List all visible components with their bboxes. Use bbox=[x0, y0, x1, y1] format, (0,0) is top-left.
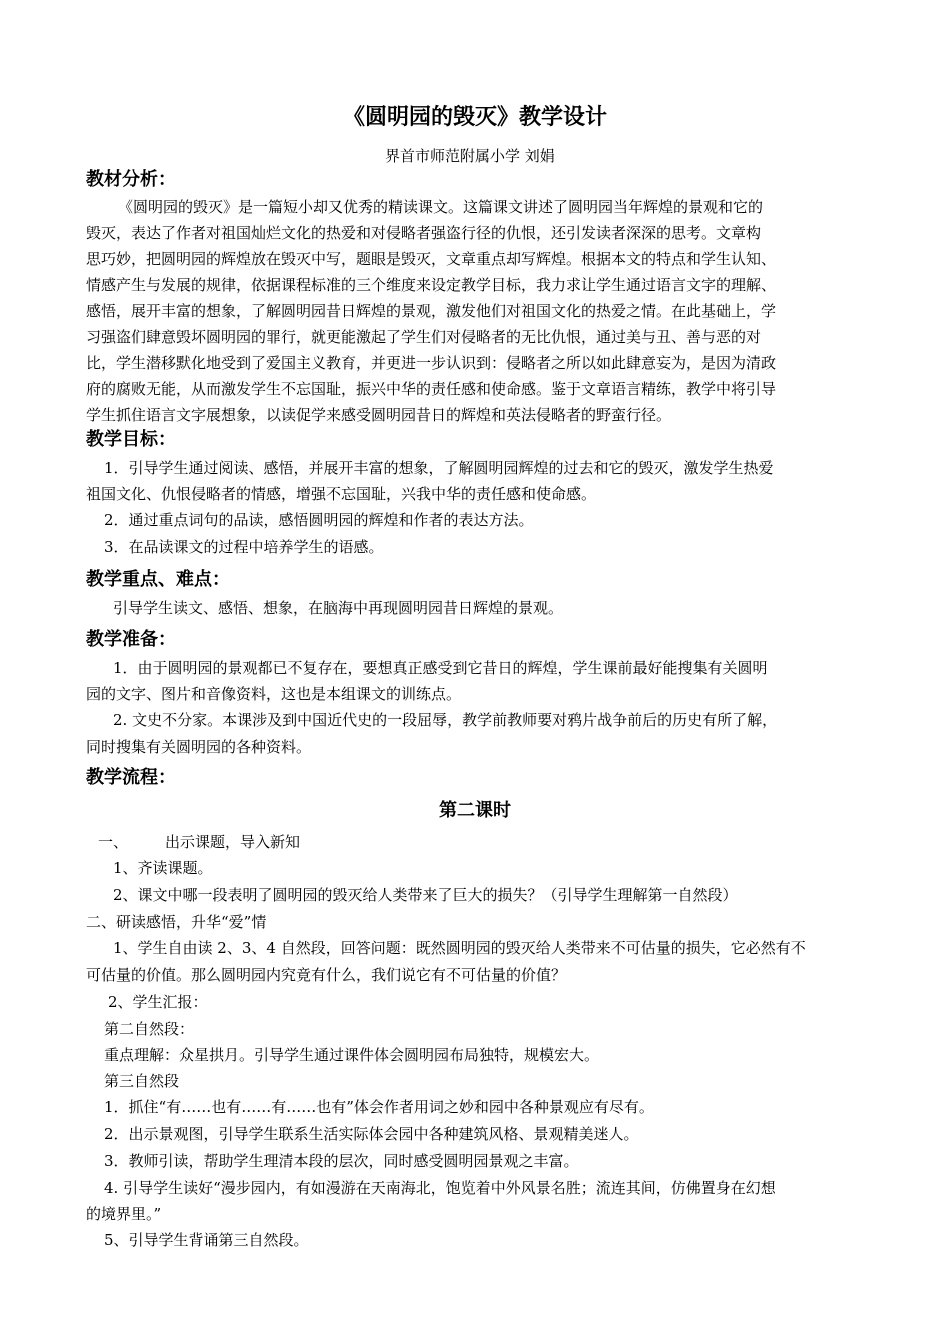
analysis-line: 《圆明园的毁灭》是一篇短小却又优秀的精读课文。这篇课文讲述了圆明园当年辉煌的景观和它的 bbox=[118, 198, 764, 216]
analysis-line: 学生抓住语言文字展想象，以读促学来感受圆明园昔日的辉煌和英法侵略者的野蛮行径。 bbox=[86, 406, 672, 424]
analysis-line: 情感产生与发展的规律，依据课程标准的三个维度来设定教学目标，我力求让学生通过语言文字的理解、 bbox=[86, 276, 777, 294]
step-title: 出示课题，导入新知 bbox=[165, 833, 301, 851]
process-line: 2、学生汇报： bbox=[108, 993, 208, 1011]
goal-line: 3．在品读课文的过程中培养学生的语感。 bbox=[104, 538, 384, 556]
process-line: 重点理解：众星拱月。引导学生通过课件体会圆明园布局独特，规模宏大。 bbox=[104, 1046, 600, 1064]
step-number: 一、 bbox=[98, 833, 129, 851]
process-line: 可估量的价值。那么圆明园内究竟有什么，我们说它有不可估量的价值？ bbox=[86, 966, 567, 984]
heading-analysis: 教材分析： bbox=[86, 169, 176, 190]
analysis-line: 习强盗们肆意毁坏圆明园的罪行，就更能激起了学生们对侵略者的无比仇恨，通过美与丑、善与恶的对 bbox=[86, 328, 762, 346]
analysis-line: 感悟，展开丰富的想象，了解圆明园昔日辉煌的景观，激发他们对祖国文化的热爱之情。在此基础上，学 bbox=[86, 302, 777, 320]
goal-line: 2．通过重点词句的品读，感悟圆明园的辉煌和作者的表达方法。 bbox=[104, 511, 534, 529]
heading-keypoints: 教学重点、难点： bbox=[86, 569, 230, 590]
heading-process: 教学流程： bbox=[86, 767, 176, 788]
process-line: 4. 引导学生读好“漫步园内，有如漫游在天南海北，饱览着中外风景名胜；流连其间，仿佛置身在幻想 bbox=[104, 1179, 776, 1197]
preparation-line: 园的文字、图片和音像资料，这也是本组课文的训练点。 bbox=[86, 685, 462, 703]
preparation-line: 1．由于圆明园的景观都已不复存在，要想真正感受到它昔日的辉煌，学生课前最好能搜集有关圆明 bbox=[113, 659, 768, 677]
analysis-line: 毁灭，表达了作者对祖国灿烂文化的热爱和对侵略者强盗行径的仇恨，还引发读者深深的思考。文章构 bbox=[86, 224, 762, 242]
analysis-line: 比，学生潜移默化地受到了爱国主义教育，并更进一步认识到：侵略者之所以如此肆意妄为，是因为清政 bbox=[86, 354, 777, 372]
goal-line: 祖国文化、仇恨侵略者的情感，增强不忘国耻，兴我中华的责任感和使命感。 bbox=[86, 485, 597, 503]
process-line: 2．出示景观图，引导学生联系生活实际体会园中各种建筑风格、景观精美迷人。 bbox=[104, 1125, 639, 1143]
process-line: 1、学生自由读 2、3、4 自然段，回答问题：既然圆明园的毁灭给人类带来不可估量的损失，它必然有不 bbox=[113, 939, 806, 957]
process-line: 第二自然段： bbox=[104, 1020, 195, 1038]
preparation-line: 2. 文史不分家。本课涉及到中国近代史的一段屈辱，教学前教师要对鸦片战争前后的历史有所了解， bbox=[113, 711, 778, 729]
process-line: 二、研读感悟，升华“爱”情 bbox=[86, 913, 267, 931]
lesson-title: 第二课时 bbox=[439, 800, 511, 821]
document-title: 《圆明园的毁灭》教学设计 bbox=[342, 105, 607, 130]
analysis-line: 思巧妙，把圆明园的辉煌放在毁灭中写，题眼是毁灭，文章重点却写辉煌。根据本文的特点和学生认知、 bbox=[86, 250, 777, 268]
process-line: 3．教师引读，帮助学生理清本段的层次，同时感受圆明园景观之丰富。 bbox=[104, 1152, 579, 1170]
goal-line: 1．引导学生通过阅读、感悟，并展开丰富的想象，了解圆明园辉煌的过去和它的毁灭，激发学生热爱 bbox=[104, 459, 774, 477]
process-line: 的境界里。” bbox=[86, 1205, 162, 1223]
process-line: 2、课文中哪一段表明了圆明园的毁灭给人类带来了巨大的损失？（引导学生理解第一自然段） bbox=[113, 886, 738, 904]
process-line: 1、齐读课题。 bbox=[113, 859, 213, 877]
document-author: 界首市师范附属小学 刘娟 bbox=[385, 147, 555, 165]
heading-goals: 教学目标： bbox=[86, 429, 176, 450]
process-line: 5、引导学生背诵第三自然段。 bbox=[104, 1231, 309, 1249]
analysis-line: 府的腐败无能，从而激发学生不忘国耻，振兴中华的责任感和使命感。鉴于文章语言精练，教学中将引导 bbox=[86, 380, 777, 398]
preparation-line: 同时搜集有关圆明园的各种资料。 bbox=[86, 738, 312, 756]
process-line: 1．抓住“有……也有……有……也有”体会作者用词之妙和园中各种景观应有尽有。 bbox=[104, 1098, 654, 1116]
process-line: 第三自然段 bbox=[104, 1072, 180, 1090]
keypoint-line: 引导学生读文、感悟、想象，在脑海中再现圆明园昔日辉煌的景观。 bbox=[113, 599, 564, 617]
heading-preparation: 教学准备： bbox=[86, 629, 176, 650]
